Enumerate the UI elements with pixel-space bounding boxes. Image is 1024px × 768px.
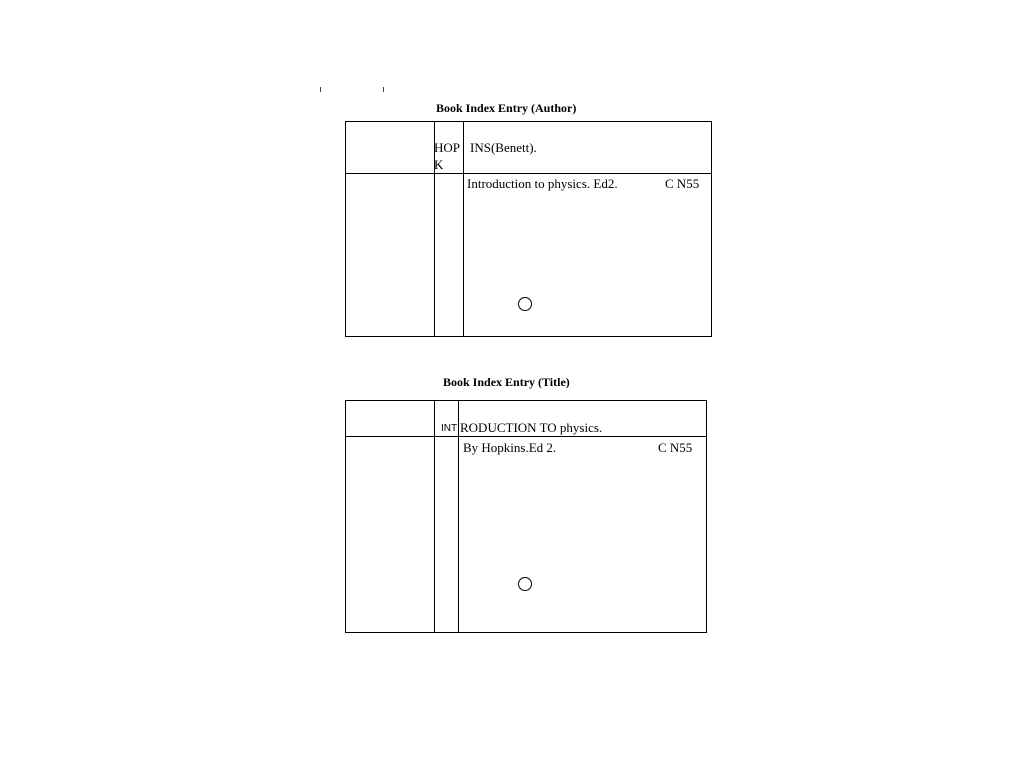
book-title-line: Introduction to physics. Ed2. [467,176,618,191]
title-card-caption: Book Index Entry (Title) [443,375,570,389]
author-heading-part1: HOP [434,140,461,155]
tick-mark [383,87,384,92]
card-heading-rule [346,436,706,437]
call-number: C N55 [658,440,693,455]
punch-hole [518,577,532,591]
author-heading-overflow: K [434,157,444,172]
card-indent-line [463,122,464,336]
author-line: By Hopkins.Ed 2. [463,440,557,455]
author-card-caption: Book Index Entry (Author) [436,101,577,115]
author-index-card [345,121,712,337]
title-index-card [345,400,707,633]
title-heading-prefix: INT [441,423,458,434]
card-heading-rule [346,173,711,174]
tick-mark [320,87,321,92]
punch-hole [518,297,532,311]
call-number: C N55 [665,176,700,191]
author-heading-part2: INS(Benett). [470,140,537,155]
title-heading-rest: RODUCTION TO physics. [460,420,603,435]
